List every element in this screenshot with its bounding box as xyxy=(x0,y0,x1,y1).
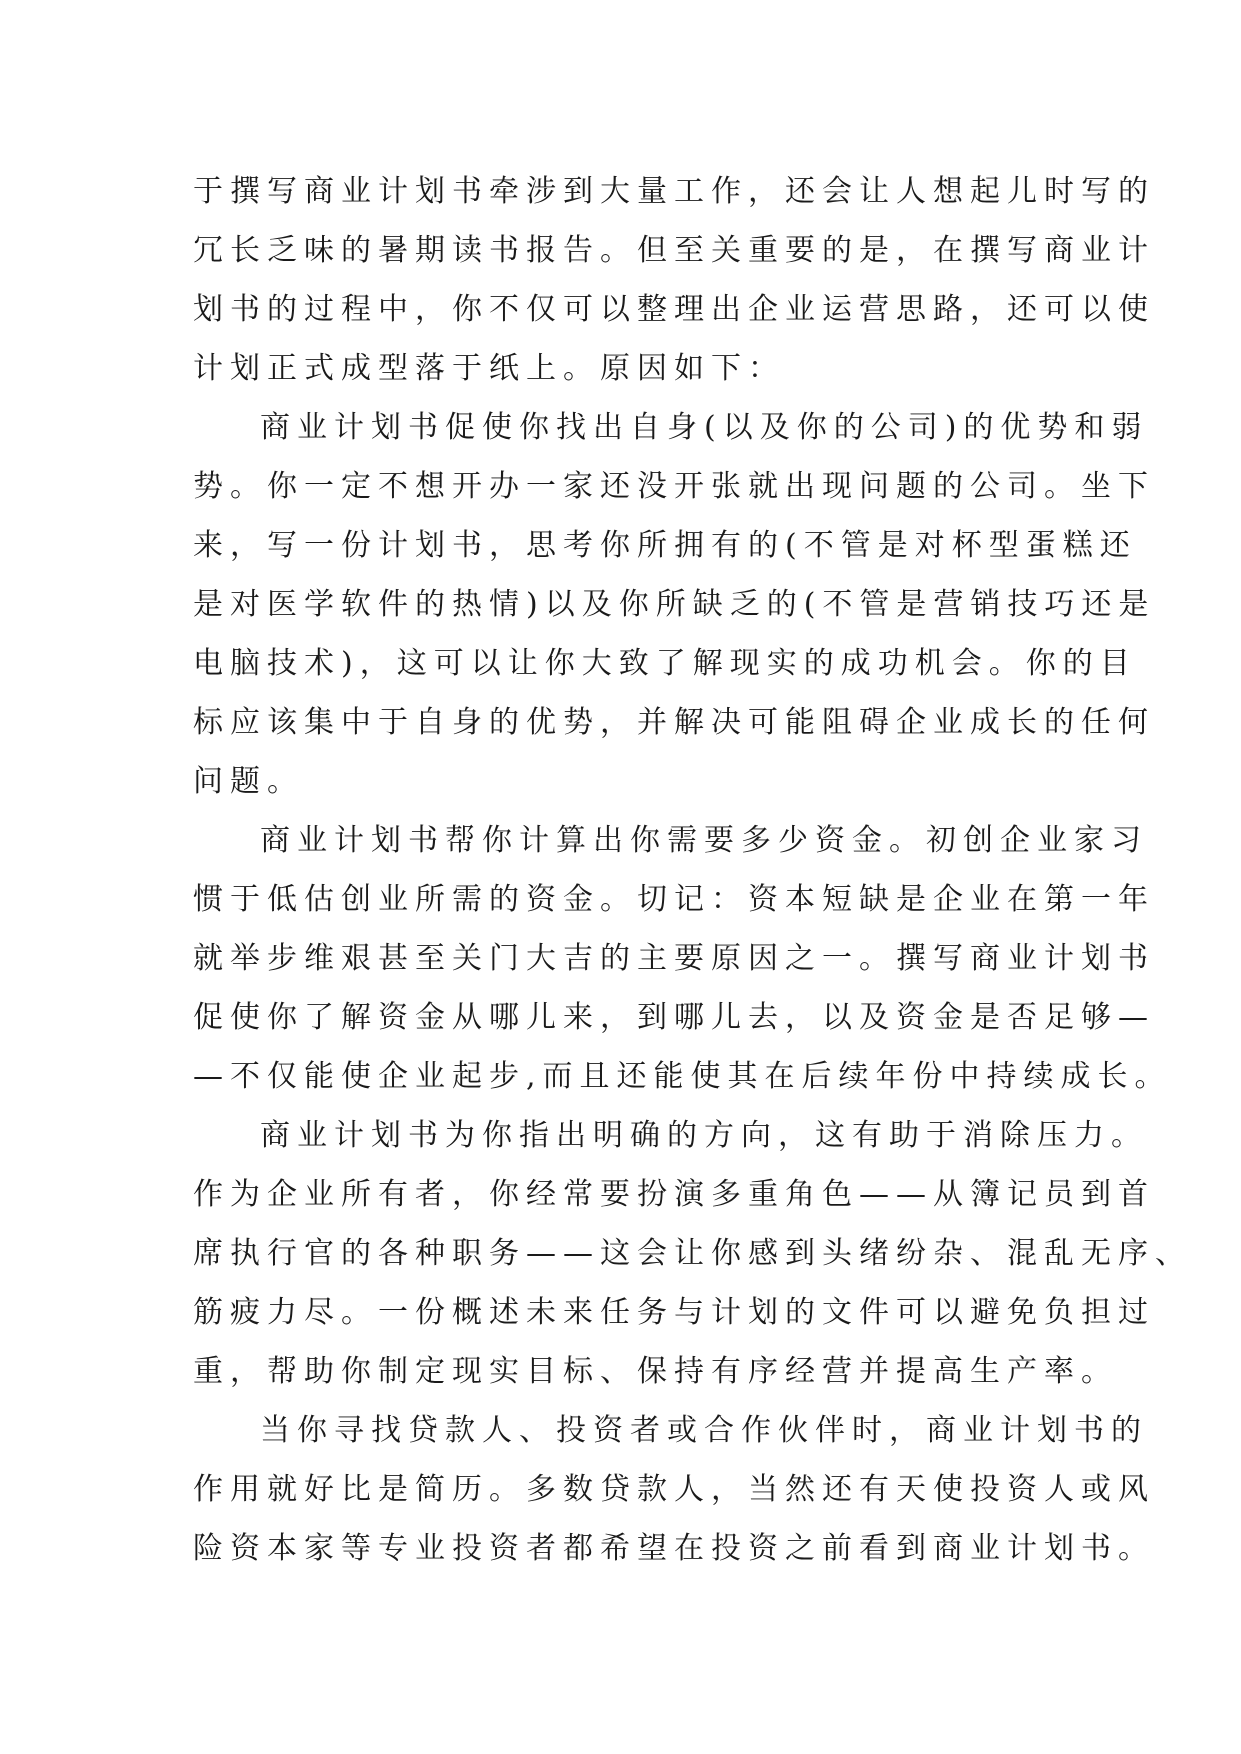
text-line: 重，帮助你制定现实目标、保持有序经营并提高生产率。 xyxy=(193,1354,1118,1389)
text-line: 作为企业所有者，你经常要扮演多重角色——从簿记员到首 xyxy=(193,1177,1155,1212)
paragraph-2 xyxy=(193,398,1156,811)
text-line: 标应该集中于自身的优势，并解决可能阻碍企业成长的任何 xyxy=(193,705,1155,740)
text-line: 席执行官的各种职务——这会让你感到头绪纷杂、混乱无序、 xyxy=(193,1236,1192,1271)
text-line: 商业计划书帮你计算出你需要多少资金。初创企业家习 xyxy=(260,823,1148,858)
text-line: 就举步维艰甚至关门大吉的主要原因之一。撰写商业计划书 xyxy=(193,941,1155,976)
text-line: 划书的过程中，你不仅可以整理出企业运营思路，还可以使 xyxy=(193,292,1155,327)
text-line: 惯于低估创业所需的资金。切记：资本短缺是企业在第一年 xyxy=(193,882,1155,917)
paragraph-1 xyxy=(193,162,1155,398)
text-line: 来，写一份计划书，思考你所拥有的(不管是对杯型蛋糕还 xyxy=(193,528,1137,563)
text-line: 冗长乏味的暑期读书报告。但至关重要的是，在撰写商业计 xyxy=(193,233,1155,268)
document-body xyxy=(193,162,1192,1578)
text-line: 于撰写商业计划书牵涉到大量工作，还会让人想起儿时写的 xyxy=(193,174,1155,209)
paragraph-3 xyxy=(193,811,1172,1106)
text-line: 计划正式成型落于纸上。原因如下： xyxy=(193,351,785,386)
text-line: 当你寻找贷款人、投资者或合作伙伴时，商业计划书的 xyxy=(260,1413,1148,1448)
text-line: —不仅能使企业起步,而且还能使其在后续年份中持续成长。 xyxy=(193,1059,1172,1094)
text-line: 电脑技术)，这可以让你大致了解现实的成功机会。你的目 xyxy=(193,646,1137,681)
text-line: 险资本家等专业投资者都希望在投资之前看到商业计划书。 xyxy=(193,1531,1155,1566)
text-line: 是对医学软件的热情)以及你所缺乏的(不管是营销技巧还是 xyxy=(193,587,1156,622)
text-line: 筋疲力尽。一份概述未来任务与计划的文件可以避免负担过 xyxy=(193,1295,1155,1330)
paragraph-5 xyxy=(193,1401,1155,1578)
paragraph-4 xyxy=(193,1106,1192,1401)
text-line: 问题。 xyxy=(193,764,304,799)
text-line: 作用就好比是简历。多数贷款人，当然还有天使投资人或风 xyxy=(193,1472,1155,1507)
text-line: 促使你了解资金从哪儿来，到哪儿去，以及资金是否足够— xyxy=(193,1000,1155,1035)
text-line: 势。你一定不想开办一家还没开张就出现问题的公司。坐下 xyxy=(193,469,1155,504)
text-line: 商业计划书为你指出明确的方向，这有助于消除压力。 xyxy=(260,1118,1148,1153)
text-line: 商业计划书促使你找出自身(以及你的公司)的优势和弱 xyxy=(260,410,1149,445)
